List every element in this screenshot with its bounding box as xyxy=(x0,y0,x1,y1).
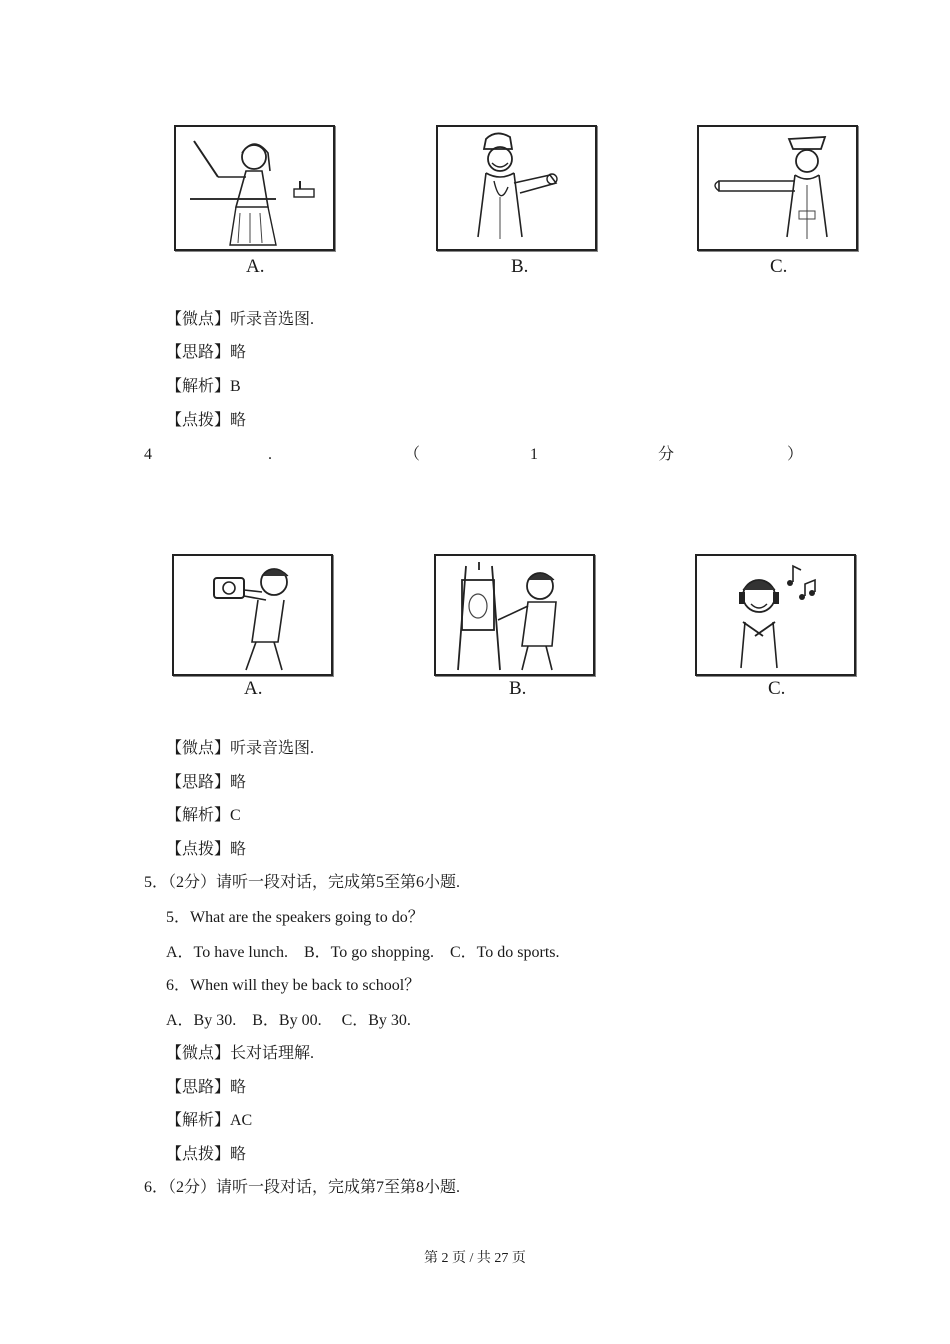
q5-analysis: 【解析】AC xyxy=(166,1112,253,1129)
q4-score: 1 xyxy=(530,446,538,463)
q4-open-paren: （ xyxy=(404,446,421,463)
police-officer-directing-icon xyxy=(699,127,856,249)
q4-idea: 【思路】略 xyxy=(166,774,247,791)
q3-picture-a xyxy=(174,125,335,251)
q4-picture-c xyxy=(695,554,856,676)
q3-option-b-label: B. xyxy=(511,256,529,277)
q5-idea: 【思路】略 xyxy=(166,1079,247,1096)
q4-picture-a xyxy=(172,554,333,676)
q3-analysis: 【解析】B xyxy=(166,378,241,395)
boy-taking-photo-icon xyxy=(174,556,331,674)
q3-option-a-label: A. xyxy=(246,256,265,277)
q4-number: 4 xyxy=(144,446,152,463)
q4-tip: 【点拨】略 xyxy=(166,841,247,858)
q4-close-paren: ） xyxy=(787,446,804,463)
q4-option-b-label: B. xyxy=(509,678,527,699)
q4-dot: . xyxy=(268,446,272,463)
boy-painting-easel-icon xyxy=(436,556,593,674)
q3-picture-b xyxy=(436,125,597,251)
q3-tip: 【点拨】略 xyxy=(166,412,247,429)
q5-tip: 【点拨】略 xyxy=(166,1146,247,1163)
q4-point: 【微点】听录音选图. xyxy=(166,740,315,757)
doctor-with-stethoscope-icon xyxy=(438,127,595,249)
teacher-pointing-board-icon xyxy=(176,127,333,249)
q5-stem: 5．（2分）请听一段对话，完成第5至第6小题. xyxy=(144,874,461,891)
q4-analysis: 【解析】C xyxy=(166,807,241,824)
q5-sub6-options: A．By 30. B．By 00. C．By 30. xyxy=(166,1012,411,1029)
q3-option-c-label: C. xyxy=(770,256,788,277)
q3-idea: 【思路】略 xyxy=(166,344,247,361)
q5-sub6-question: 6．When will they be back to school？ xyxy=(166,977,421,994)
q4-score-unit: 分 xyxy=(658,446,675,463)
q4-picture-b xyxy=(434,554,595,676)
q4-option-a-label: A. xyxy=(244,678,263,699)
q3-point: 【微点】听录音选图. xyxy=(166,311,315,328)
q6-stem: 6．（2分）请听一段对话，完成第7至第8小题. xyxy=(144,1179,461,1196)
q3-picture-c xyxy=(697,125,858,251)
boy-listening-music-icon xyxy=(697,556,854,674)
page-footer: 第 2 页 / 共 27 页 xyxy=(424,1251,526,1266)
q5-point: 【微点】长对话理解. xyxy=(166,1045,315,1062)
q4-option-c-label: C. xyxy=(768,678,786,699)
q5-sub5-question: 5．What are the speakers going to do？ xyxy=(166,909,424,926)
q5-sub5-options: A．To have lunch. B．To go shopping. C．To do sports. xyxy=(166,944,560,961)
